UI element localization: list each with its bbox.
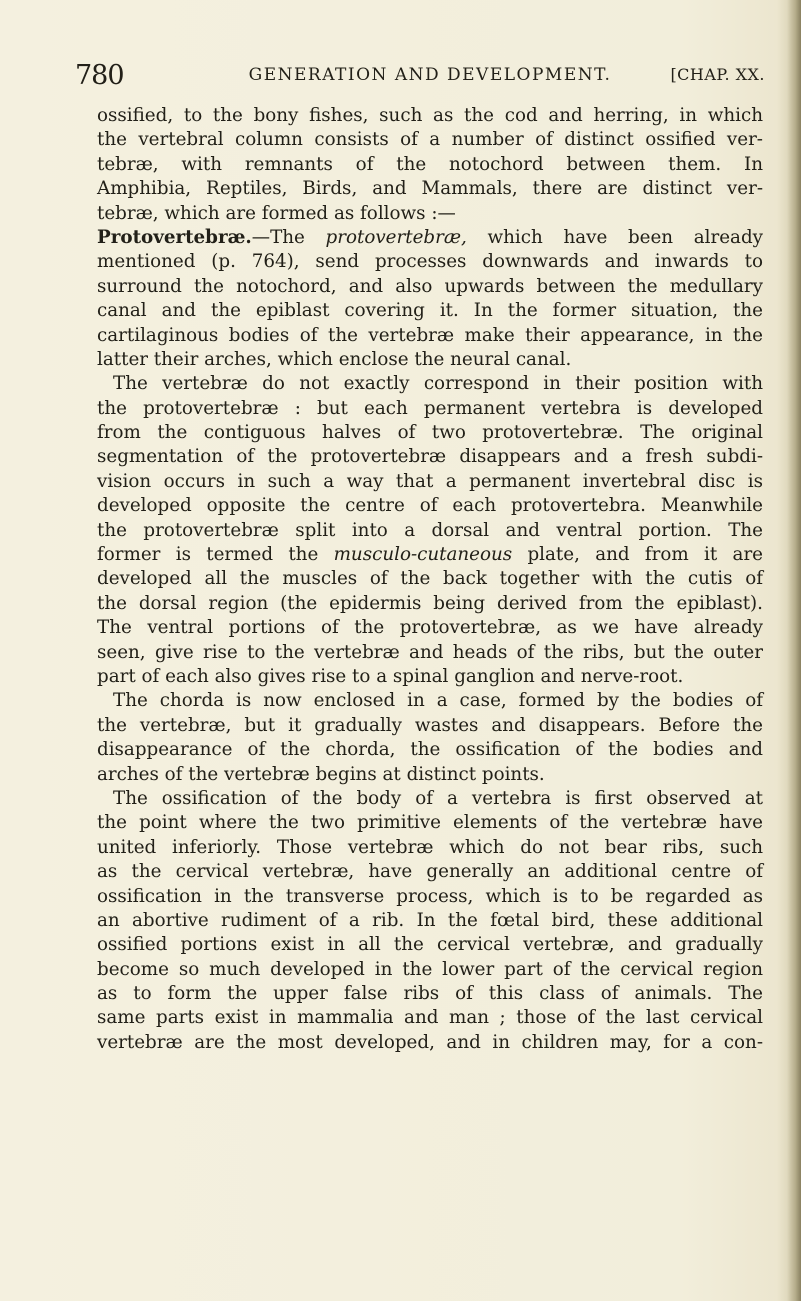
text-line bbox=[97, 763, 763, 787]
line-text: the vertebræ, but it gradually wastes and disappears. Before the bbox=[97, 714, 763, 736]
text-line bbox=[97, 738, 763, 762]
text-line bbox=[97, 250, 763, 274]
text-line bbox=[97, 153, 763, 177]
page-edge-shadow bbox=[787, 0, 801, 1301]
line-text: disappearance of the chorda, the ossification of the bodies and bbox=[97, 739, 763, 761]
text-line bbox=[97, 299, 763, 323]
text-line bbox=[97, 275, 763, 299]
text-line bbox=[97, 324, 763, 348]
text-line bbox=[97, 519, 763, 543]
text-line bbox=[97, 1031, 763, 1055]
text-line bbox=[97, 665, 763, 689]
text-line bbox=[97, 689, 763, 713]
line-text: as the cervical vertebræ, have generally an additional centre of bbox=[97, 861, 763, 883]
line-text: —The bbox=[251, 226, 326, 248]
line-text: developed all the muscles of the back together with the cutis of bbox=[97, 568, 763, 590]
line-text: become so much developed in the lower part of the cervical region bbox=[97, 958, 763, 980]
text-line bbox=[97, 933, 763, 957]
line-text: an abortive rudiment of a rib. In the fœtal bird, these additional bbox=[97, 909, 763, 931]
line-text: ossified portions exist in all the cervical vertebræ, and gradually bbox=[97, 934, 763, 956]
text-line bbox=[97, 811, 763, 835]
italic-term: musculo-cutaneous bbox=[333, 544, 513, 566]
text-line bbox=[97, 836, 763, 860]
text-line bbox=[97, 128, 763, 152]
line-text: segmentation of the protovertebræ disappears and a fresh subdi- bbox=[97, 446, 763, 468]
line-text: latter their arches, which enclose the neural canal. bbox=[97, 348, 572, 370]
body-text bbox=[97, 104, 763, 1055]
line-text: The ventral portions of the protovertebræ, as we have already bbox=[97, 617, 763, 639]
line-text: part of each also gives rise to a spinal ganglion and nerve-root. bbox=[97, 665, 684, 687]
italic-term: protovertebræ, bbox=[325, 226, 467, 248]
running-title: GENERATION AND DEVELOPMENT. bbox=[248, 65, 612, 85]
line-text: The chorda is now enclosed in a case, formed by the bodies of bbox=[113, 690, 763, 712]
text-line bbox=[97, 445, 763, 469]
line-text: from the contiguous halves of two protovertebræ. The original bbox=[97, 422, 763, 444]
line-text: vision occurs in such a way that a permanent invertebral disc is bbox=[97, 470, 763, 492]
line-text: ossified, to the bony fishes, such as the cod and herring, in which bbox=[97, 105, 763, 126]
line-text: ossification in the transverse process, which is to be regarded as bbox=[97, 885, 763, 907]
line-text: arches of the vertebræ begins at distinct points. bbox=[97, 763, 545, 785]
text-line bbox=[97, 641, 763, 665]
line-text: which have been already bbox=[466, 226, 763, 248]
text-line bbox=[97, 958, 763, 982]
text-line bbox=[97, 348, 763, 372]
line-text: united inferiorly. Those vertebræ which do not bear ribs, such bbox=[97, 836, 763, 858]
line-text: Amphibia, Reptiles, Birds, and Mammals, there are distinct ver- bbox=[97, 178, 763, 200]
section-heading: Protovertebræ. bbox=[97, 226, 252, 248]
text-line bbox=[97, 909, 763, 933]
page-header bbox=[75, 60, 765, 90]
line-text: tebræ, with remnants of the notochord between them. In bbox=[97, 153, 763, 175]
text-line bbox=[97, 202, 763, 226]
text-line bbox=[97, 494, 763, 518]
line-text: mentioned (p. 764), send processes downwards and inwards to bbox=[97, 251, 763, 273]
line-text: canal and the epiblast covering it. In the former situation, the bbox=[97, 300, 763, 322]
text-line bbox=[97, 567, 763, 591]
line-text: The ossification of the body of a vertebra is first observed at bbox=[113, 787, 763, 809]
line-text: the dorsal region (the epidermis being derived from the epiblast). bbox=[97, 592, 763, 614]
text-line bbox=[97, 226, 763, 250]
line-text: The vertebræ do not exactly correspond in their position with bbox=[113, 373, 763, 395]
text-line bbox=[97, 177, 763, 201]
text-line bbox=[97, 714, 763, 738]
text-line bbox=[97, 860, 763, 884]
text-line bbox=[97, 470, 763, 494]
line-text: vertebræ are the most developed, and in children may, for a con- bbox=[97, 1031, 763, 1053]
text-line bbox=[97, 372, 763, 396]
text-line bbox=[97, 982, 763, 1006]
line-text: plate, and from it are bbox=[512, 544, 764, 566]
line-text: tebræ, which are formed as follows :— bbox=[97, 202, 456, 224]
text-line bbox=[97, 543, 763, 567]
line-text: developed opposite the centre of each protovertebra. Meanwhile bbox=[97, 495, 763, 517]
line-text: same parts exist in mammalia and man ; those of the last cervical bbox=[97, 1007, 763, 1029]
text-line bbox=[97, 421, 763, 445]
chapter-reference: [CHAP. XX. bbox=[670, 65, 765, 84]
text-line bbox=[97, 1006, 763, 1030]
page-number: 780 bbox=[75, 60, 124, 91]
text-line bbox=[97, 616, 763, 640]
text-line bbox=[97, 885, 763, 909]
line-text: cartilaginous bodies of the vertebræ make their appearance, in the bbox=[97, 324, 763, 346]
line-text: the protovertebræ split into a dorsal and ventral portion. The bbox=[97, 519, 763, 541]
line-text: seen, give rise to the vertebræ and heads of the ribs, but the outer bbox=[97, 641, 763, 663]
text-line bbox=[97, 397, 763, 421]
line-text: the point where the two primitive elements of the vertebræ have bbox=[97, 812, 763, 834]
text-line bbox=[97, 104, 763, 128]
text-line bbox=[97, 592, 763, 616]
line-text: as to form the upper false ribs of this class of animals. The bbox=[97, 983, 763, 1005]
line-text: former is termed the bbox=[97, 544, 334, 566]
line-text: the protovertebræ : but each permanent vertebra is developed bbox=[97, 397, 763, 419]
text-line bbox=[97, 787, 763, 811]
line-text: surround the notochord, and also upwards between the medullary bbox=[97, 275, 763, 297]
line-text: the vertebral column consists of a number of distinct ossified ver- bbox=[97, 129, 763, 151]
